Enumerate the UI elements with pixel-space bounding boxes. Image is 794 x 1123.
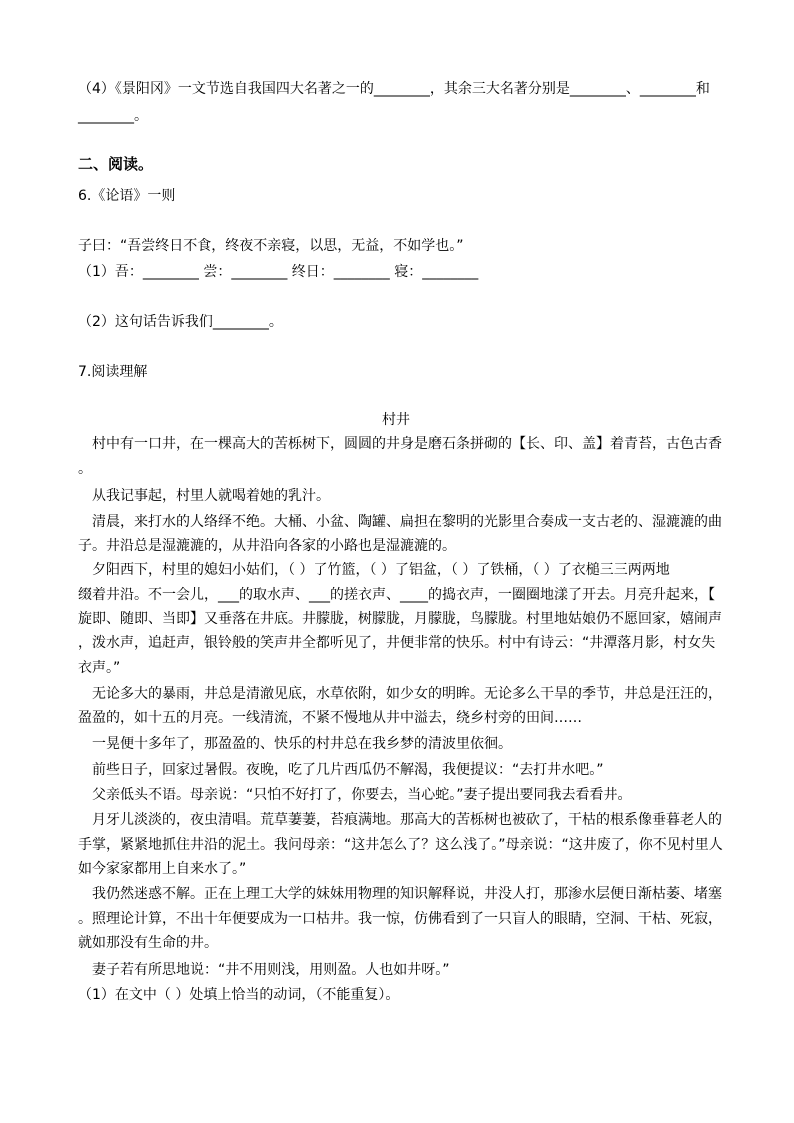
passage-line: 就如那没有生命的井。 [78, 935, 218, 951]
question-6-part-1: （1）吾：________ 尝：________ 终日：________ 寝：________ [78, 264, 479, 280]
passage-line: 如今家家都用上自来水了。” [78, 861, 247, 877]
passage-line: 无论多大的暴雨，井总是清澈见底，水草依附，如少女的明眸。无论多么干旱的季节，井总是汪汪的， [92, 686, 722, 702]
passage-line: 。 [78, 461, 92, 477]
passage-line: 月牙儿淡淡的，夜虫清唱。荒草萋萋，苔痕满地。那高大的苦栎树也被砍了，干枯的根系像垂暮老人的 [92, 812, 722, 828]
passage-line: 衣声。” [78, 660, 121, 676]
question-7-part-1: （1）在文中（ ）处填上恰当的动词，（不能重复）。 [78, 987, 400, 1003]
passage-line: 我仍然迷惑不解。正在上理工大学的妹妹用物理的知识解释说，井没人打，那渗水层便日渐枯萎、堵塞 [92, 886, 722, 902]
question-7-title: 7.阅读理解 [78, 364, 148, 380]
passage-line: 。照理论计算，不出十年便要成为一口枯井。我一惊，仿佛看到了一只盲人的眼睛，空洞、干枯、死寂， [78, 911, 722, 927]
passage-line: ，泼水声，追赶声，银铃般的笑声井全都听见了，井便非常的快乐。村中有诗云：“井潭落月影，村女失 [78, 635, 716, 651]
question-4-line-1: （4）《景阳冈》一文节选自我国四大名著之一的________，其余三大名著分别是________、________和 [78, 81, 710, 97]
question-6-title: 6.《论语》一则 [78, 188, 176, 204]
passage-line: 清晨，来打水的人络绎不绝。大桶、小盆、陶罐、扁担在黎明的光影里合奏成一支古老的、湿漉漉的曲 [92, 514, 722, 530]
passage-line: 子。井沿总是湿漉漉的，从井沿向各家的小路也是湿漉漉的。 [78, 538, 456, 554]
passage-line: 旋即、随即、当即】又垂落在井底。井朦胧，树朦胧，月朦胧，鸟朦胧。村里地姑娘仍不愿回家，嬉闹声 [78, 611, 722, 627]
analects-quote: 子曰：“吾尝终日不食，终夜不亲寝，以思，无益，不如学也。” [78, 238, 464, 254]
passage-line: 盈盈的，如十五的月亮。一线清流，不紧不慢地从井中溢去，绕乡村旁的田间…… [78, 710, 582, 726]
section-heading-reading: 二、阅读。 [78, 155, 154, 173]
passage-line: 妻子若有所思地说：“井不用则浅，用则盈。人也如井呀。” [92, 962, 450, 978]
passage-line: 一晃便十多年了，那盈盈的、快乐的村井总在我乡梦的清波里依徊。 [92, 736, 512, 752]
passage-line: 从我记事起，村里人就喝着她的乳汁。 [92, 488, 330, 504]
passage-line: 父亲低头不语。母亲说：“只怕不好打了，你要去，当心蛇。”妻子提出要同我去看看井。 [92, 787, 632, 803]
passage-line: 村中有一口井，在一棵高大的苦栎树下，圆圆的井身是磨石条拼砌的【长、印、盖】着青苔，古色古香 [92, 436, 722, 452]
question-6-part-2: （2）这句话告诉我们________。 [78, 314, 283, 330]
passage-line: 夕阳西下，村里的媳妇小姑们，（ ）了竹篮，（ ）了铝盆，（ ）了铁桶，（ ）了衣槌三三两两地 [92, 562, 670, 578]
passage-line: 缀着井沿。不一会儿，___的取水声、___的搓衣声、____的捣衣声，一圈圈地漾了开去。月亮升起来，【 [78, 587, 715, 603]
passage-line: 手掌，紧紧地抓住井沿的泥土。我问母亲：“这井怎么了？这么浅了。”母亲说：“这井废了，你不见村里人 [78, 837, 723, 853]
passage-line: 前些日子，回家过暑假。夜晚，吃了几片西瓜仍不解渴，我便提议：“去打井水吧。” [92, 762, 604, 778]
passage-title: 村井 [382, 412, 410, 428]
question-4-line-2: ________。 [78, 108, 148, 124]
